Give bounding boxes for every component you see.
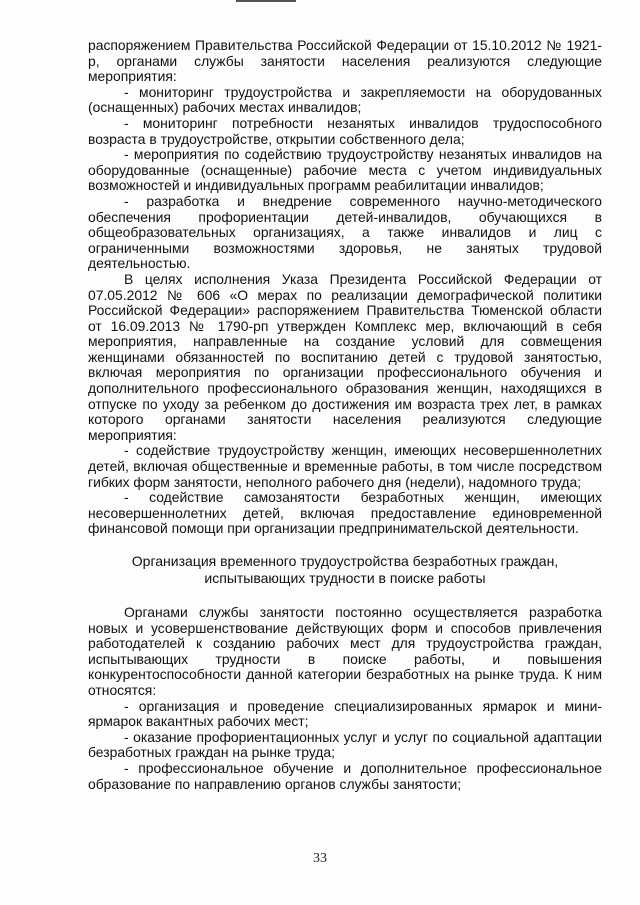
- section-heading: [88, 553, 602, 587]
- list-item: - профессиональное обучение и дополнительное профессиональное образование по направлению органов службы занятости;: [88, 759, 602, 792]
- paragraph-employment: Органами службы занятости постоянно осуществляется разработка новых и усовершенствование действующих форм и способов привлечения работодателей к созданию рабочих мест для трудоустройства граждан, испытывающих трудности в поиске работы, и повышения конкурентоспособности данной категории безработных на рынке труда. К ним относятся:: [88, 604, 602, 698]
- page-number: 33: [313, 851, 327, 866]
- section-heading-line1: Организация временного трудоустройства безработных граждан,: [131, 553, 559, 569]
- list-item: - содействие самозанятости безработных женщин, имеющих несовершеннолетних детей, включая предоставление единовременной финансовой помощи при организации предпринимательской деятельности.: [88, 489, 602, 537]
- list-item: - мониторинг трудоустройства и закрепляемости на оборудованных (оснащенных) рабочих местах инвалидов;: [88, 83, 602, 116]
- paragraph-decree: В целях исполнения Указа Президента Российской Федерации от 07.05.2012 № 606 «О мерах по реализации демографической политики Российской Федерации» распоряжением Правительства Тюменской области от 16.09.2013 № 1790-рп утвержден Комплекс мер, включающий в себя мероприятия, направленные на создание условий для совмещения женщинами обязанностей по воспитанию детей с трудовой занятостью, включая мероприятия по организации профессионального обучения и дополнительного профессионального образования женщин, находящихся в отпуске по уходу за ребенком до достижения им возраста трех лет, в рамках которого органами занятости населения реализуются следующие мероприятия:: [88, 270, 602, 443]
- list-item: - разработка и внедрение современного научно-методического обеспечения профориентации детей-инвалидов, обучающихся в общеобразовательных организациях, а также инвалидов и лиц с ограниченными возможностями здоровья, не занятых трудовой деятельностью.: [88, 192, 602, 272]
- list-item: - мероприятия по содействию трудоустройству незанятых инвалидов на оборудованные (оснащенные) рабочие места с учетом индивидуальных возможностей и индивидуальных программ реабилитации инвалидов;: [88, 146, 602, 194]
- paragraph-intro: распоряжением Правительства Российской Федерации от 15.10.2012 № 1921-р, органами службы занятости населения реализуются следующие мероприятия:: [88, 37, 602, 85]
- list-item: - содействие трудоустройству женщин, имеющих несовершеннолетних детей, включая общественные и временные работы, в том числе посредством гибких форм занятости, неполного рабочего дня (недели), надомного труда;: [88, 442, 602, 490]
- section-heading-line2: испытывающих трудности в поиске работы: [204, 570, 486, 586]
- list-item: - мониторинг потребности незанятых инвалидов трудоспособного возраста в трудоустройстве, открытии собственного дела;: [88, 114, 602, 147]
- document-body: [88, 38, 602, 792]
- list-item: - оказание профориентационных услуг и услуг по социальной адаптации безработных граждан на рынке труда;: [88, 728, 602, 761]
- list-item: - организация и проведение специализированных ярмарок и мини-ярмарок вакантных рабочих мест;: [88, 697, 602, 730]
- scan-artifact-line: [236, 0, 296, 2]
